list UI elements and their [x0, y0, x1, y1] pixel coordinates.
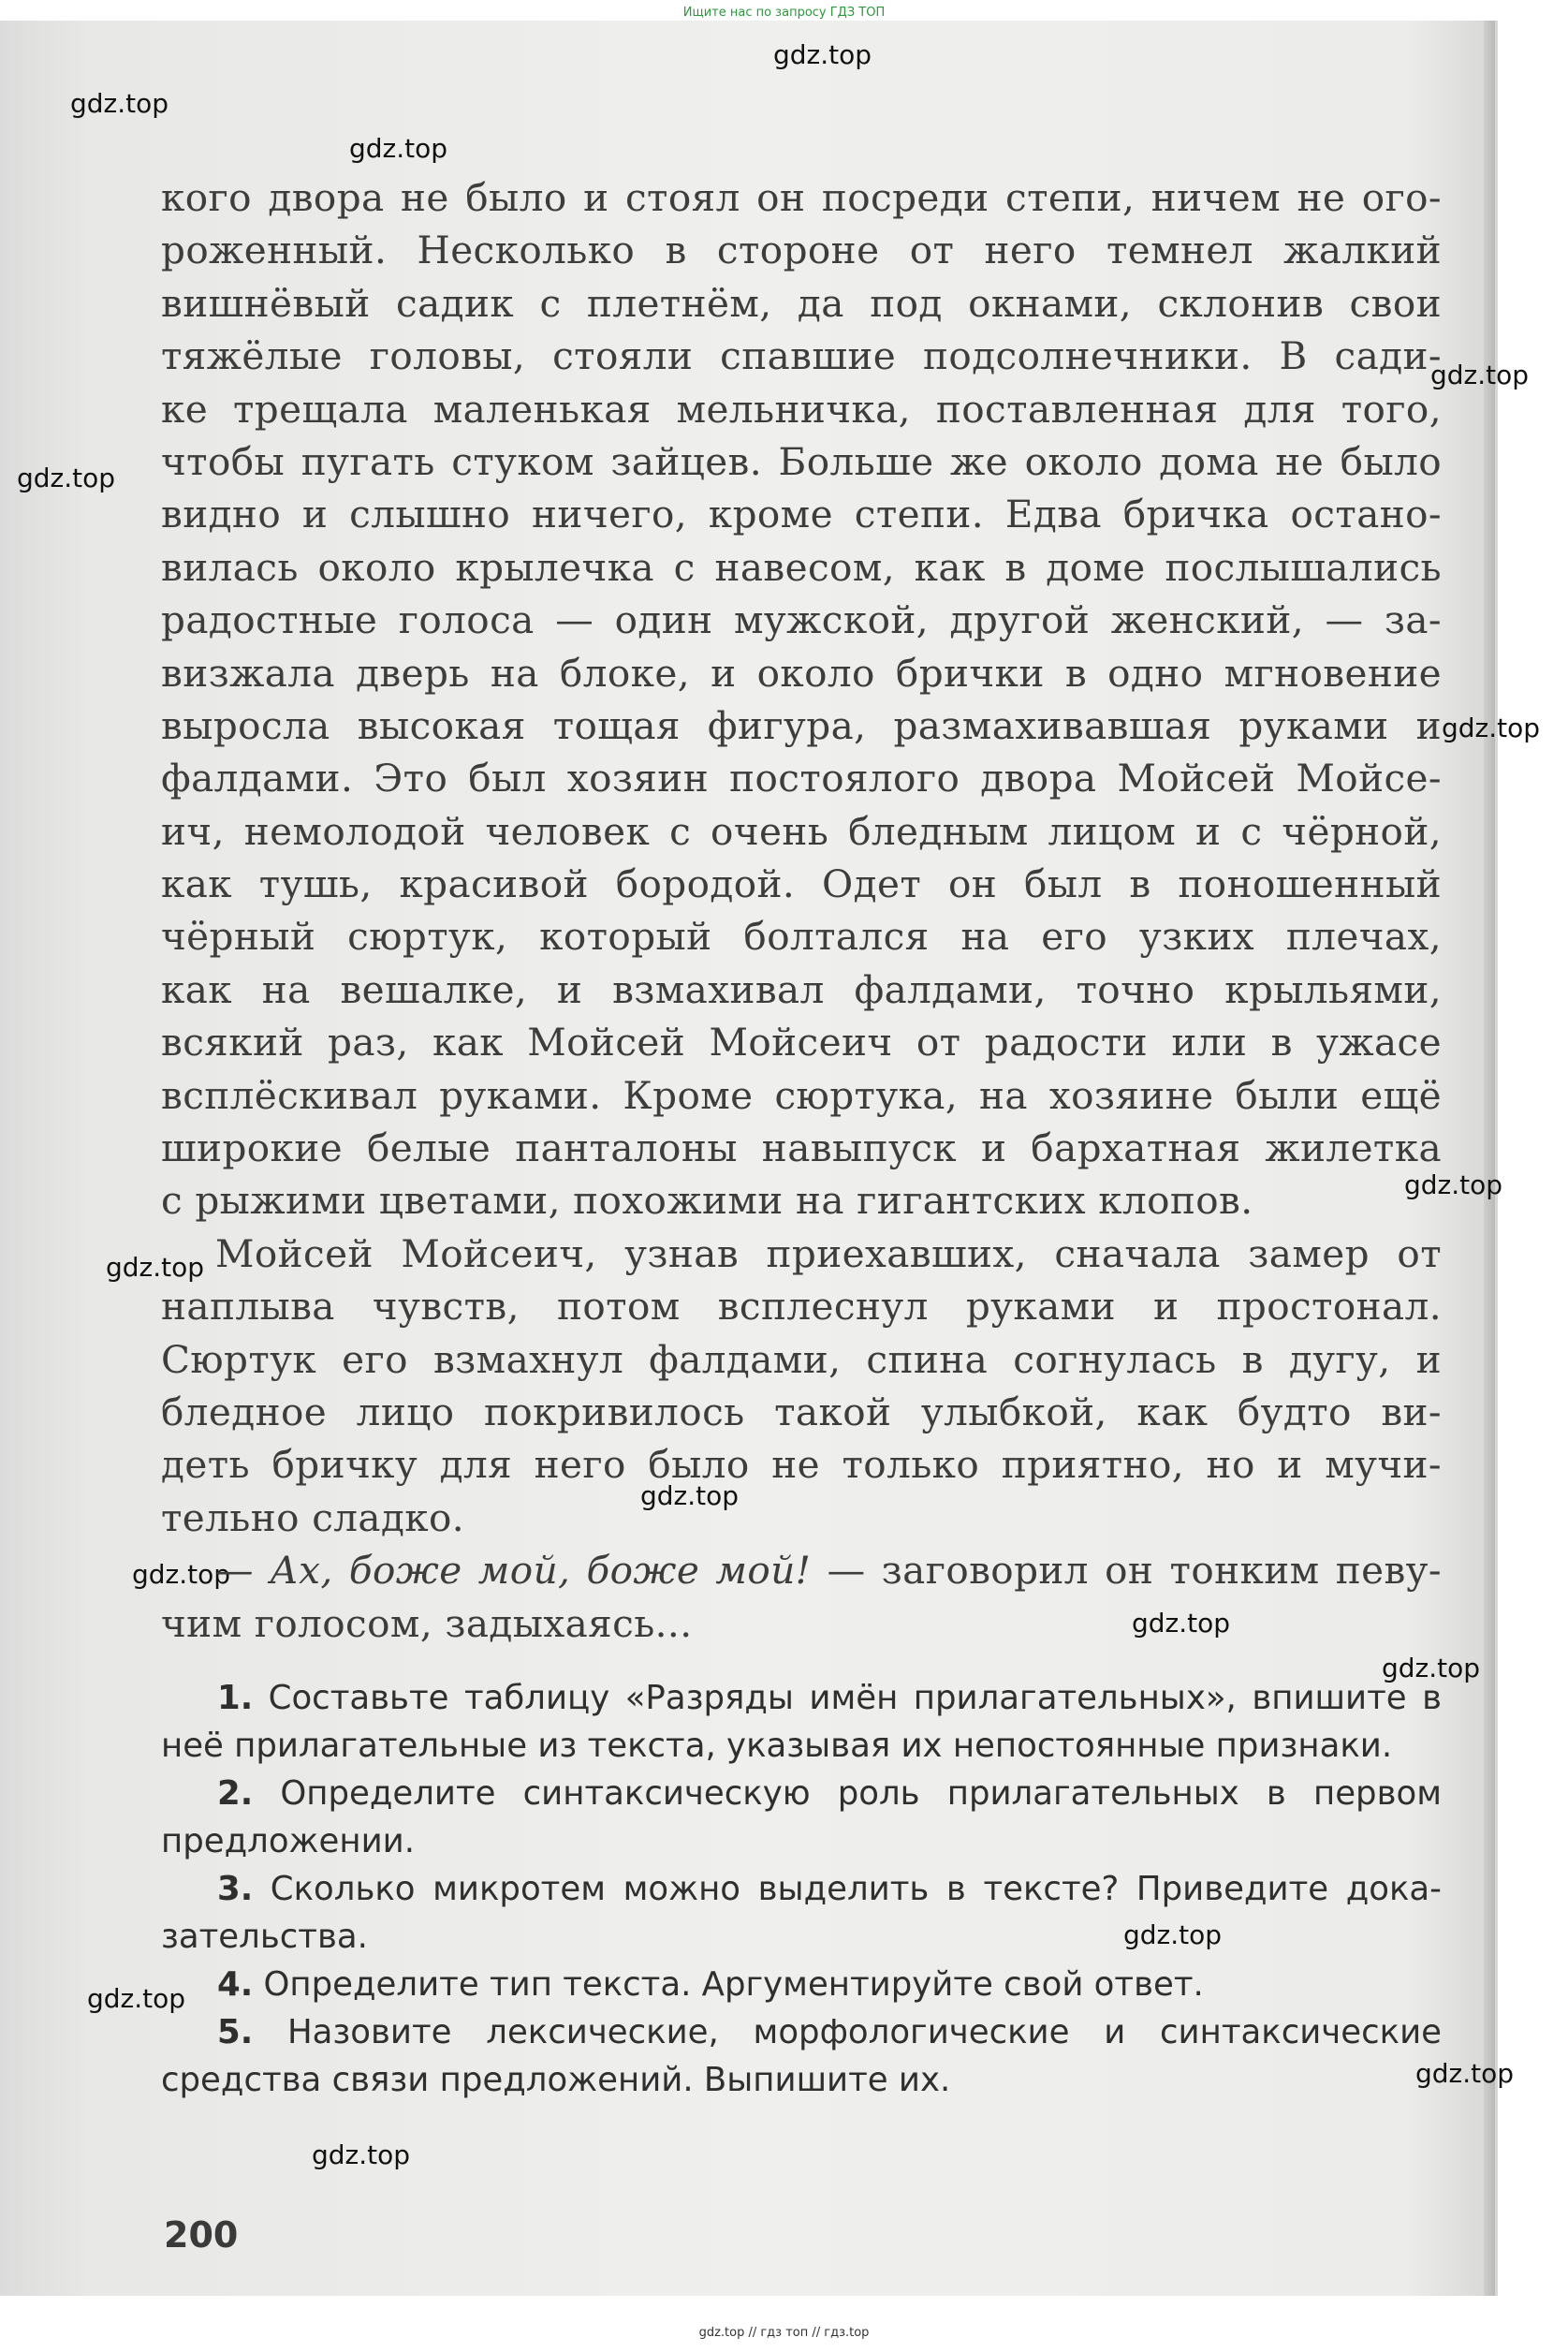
story-text	[161, 171, 1442, 1650]
task-text: Составьте таблицу «Разряды имён прилагательных», впишите в	[253, 1679, 1442, 1717]
text-line: наплыва чувств, потом всплеснул руками и простонал.	[161, 1284, 1442, 1330]
text-line: как тушь, красивой бородой. Одет он был в поношенный	[161, 861, 1442, 907]
watermark: gdz.top	[70, 88, 169, 119]
task-5-cont: средства связи предложений. Выпишите их.	[161, 2061, 951, 2099]
text-line: вишнёвый садик с плетнём, да под окнами, склонив свои	[161, 280, 1442, 326]
dialogue-line	[161, 1544, 1442, 1596]
text-line: бледное лицо покривилось такой улыбкой, как будто ви-	[161, 1389, 1442, 1434]
watermark: gdz.top	[17, 463, 116, 493]
task-2-cont: предложении.	[161, 1822, 415, 1860]
text-line: тельно сладко.	[161, 1494, 465, 1540]
text-line: широкие белые панталоны навыпуск и бархатная жилетка	[161, 1125, 1442, 1171]
task-text: Сколько микротем можно выделить в тексте? Приведите дока-	[253, 1870, 1442, 1908]
task-3-cont: зательства.	[161, 1918, 368, 1956]
text-line: ке трещала маленькая мельничка, поставленная для того,	[161, 386, 1442, 432]
watermark: gdz.top	[1415, 2058, 1515, 2089]
watermark: gdz.top	[87, 1983, 186, 2014]
text-line: Мойсей Мойсеич, узнав приехавших, сначала замер от	[215, 1230, 1442, 1276]
text-line: фалдами. Это был хозяин постоялого двора Мойсей Мойсе-	[161, 756, 1442, 801]
task-3	[161, 1865, 1442, 1913]
task-text: Определите синтаксическую роль прилагательных в первом	[253, 1774, 1442, 1813]
watermark: gdz.top	[312, 2139, 411, 2170]
text-line: выросла высокая тощая фигура, размахивавшая руками и	[161, 702, 1442, 748]
text-line: визжала дверь на блоке, и около брички в одно мгновение	[161, 650, 1442, 696]
task-4	[161, 1961, 1442, 2008]
header-note: Ищите нас по запросу ГДЗ ТОП	[682, 6, 886, 20]
watermark: gdz.top	[1132, 1608, 1231, 1639]
text-line: всякий раз, как Мойсей Мойсеич от радости или в ужасе	[161, 1020, 1442, 1066]
dialogue-italic: — Ах, боже мой, боже мой!	[215, 1548, 812, 1594]
text-line: чтобы пугать стуком зайцев. Больше же около дома не было	[161, 438, 1442, 484]
task-2	[161, 1770, 1442, 1817]
task-5	[161, 2008, 1442, 2056]
watermark: gdz.top	[1382, 1653, 1481, 1683]
task-text: Назовите лексические, морфологические и синтаксические	[253, 2013, 1442, 2051]
text-line: вилась около крылечка с навесом, как в доме послышались	[161, 544, 1442, 590]
text-line: чёрный сюртук, который болтался на его узких плечах,	[161, 914, 1442, 960]
task-number: 4.	[217, 1965, 254, 2004]
text-line: радостные голоса — один мужской, другой женский, — за-	[161, 597, 1442, 643]
text-line: ич, немолодой человек с очень бледным лицом и с чёрной,	[161, 808, 1442, 854]
watermark: gdz.top	[132, 1559, 231, 1590]
watermark: gdz.top	[1123, 1919, 1223, 1950]
watermark: gdz.top	[1430, 360, 1530, 390]
watermark: gdz.top	[640, 1480, 740, 1511]
dialogue-line: чим голосом, задыхаясь...	[161, 1600, 693, 1646]
text-line: всплёскивал руками. Кроме сюртука, на хозяине были ещё	[161, 1072, 1442, 1118]
watermark: gdz.top	[349, 133, 448, 164]
text-line: деть бричку для него было не только приятно, но и мучи-	[161, 1442, 1442, 1488]
text-line: как на вешалке, и взмахивал фалдами, точно крыльями,	[161, 966, 1442, 1012]
watermark: gdz.top	[1404, 1169, 1503, 1200]
text-line: с рыжими цветами, похожими на гигантских клопов.	[161, 1178, 1253, 1224]
footer-note: gdz.top // гдз топ // гдз.top	[698, 2326, 870, 2340]
text-line: тяжёлые головы, стояли спавшие подсолнечники. В сади-	[161, 333, 1442, 379]
text-line: роженный. Несколько в стороне от него темнел жалкий	[161, 228, 1442, 273]
task-number: 3.	[217, 1870, 254, 1908]
watermark: gdz.top	[106, 1252, 205, 1283]
page-number: 200	[164, 2214, 239, 2256]
dialogue-text: — заговорил он тонким певу-	[811, 1548, 1442, 1594]
task-text: Определите тип текста. Аргументируйте свой ответ.	[253, 1965, 1204, 2004]
task-1	[161, 1674, 1442, 1722]
text-line: Сюртук его взмахнул фалдами, спина согнулась в дугу, и	[161, 1336, 1442, 1382]
tasks-list	[161, 1674, 1442, 2104]
text-line: видно и слышно ничего, кроме степи. Едва бричка остано-	[161, 492, 1442, 537]
watermark: gdz.top	[773, 39, 872, 70]
task-number: 1.	[217, 1679, 254, 1717]
task-number: 2.	[217, 1774, 254, 1813]
text-line: кого двора не было и стоял он посреди степи, ничем не ого-	[161, 175, 1442, 220]
task-number: 5.	[217, 2013, 254, 2051]
task-1-cont: неё прилагательные из текста, указывая их непостоянные признаки.	[161, 1727, 1393, 1765]
watermark: gdz.top	[1442, 713, 1541, 743]
